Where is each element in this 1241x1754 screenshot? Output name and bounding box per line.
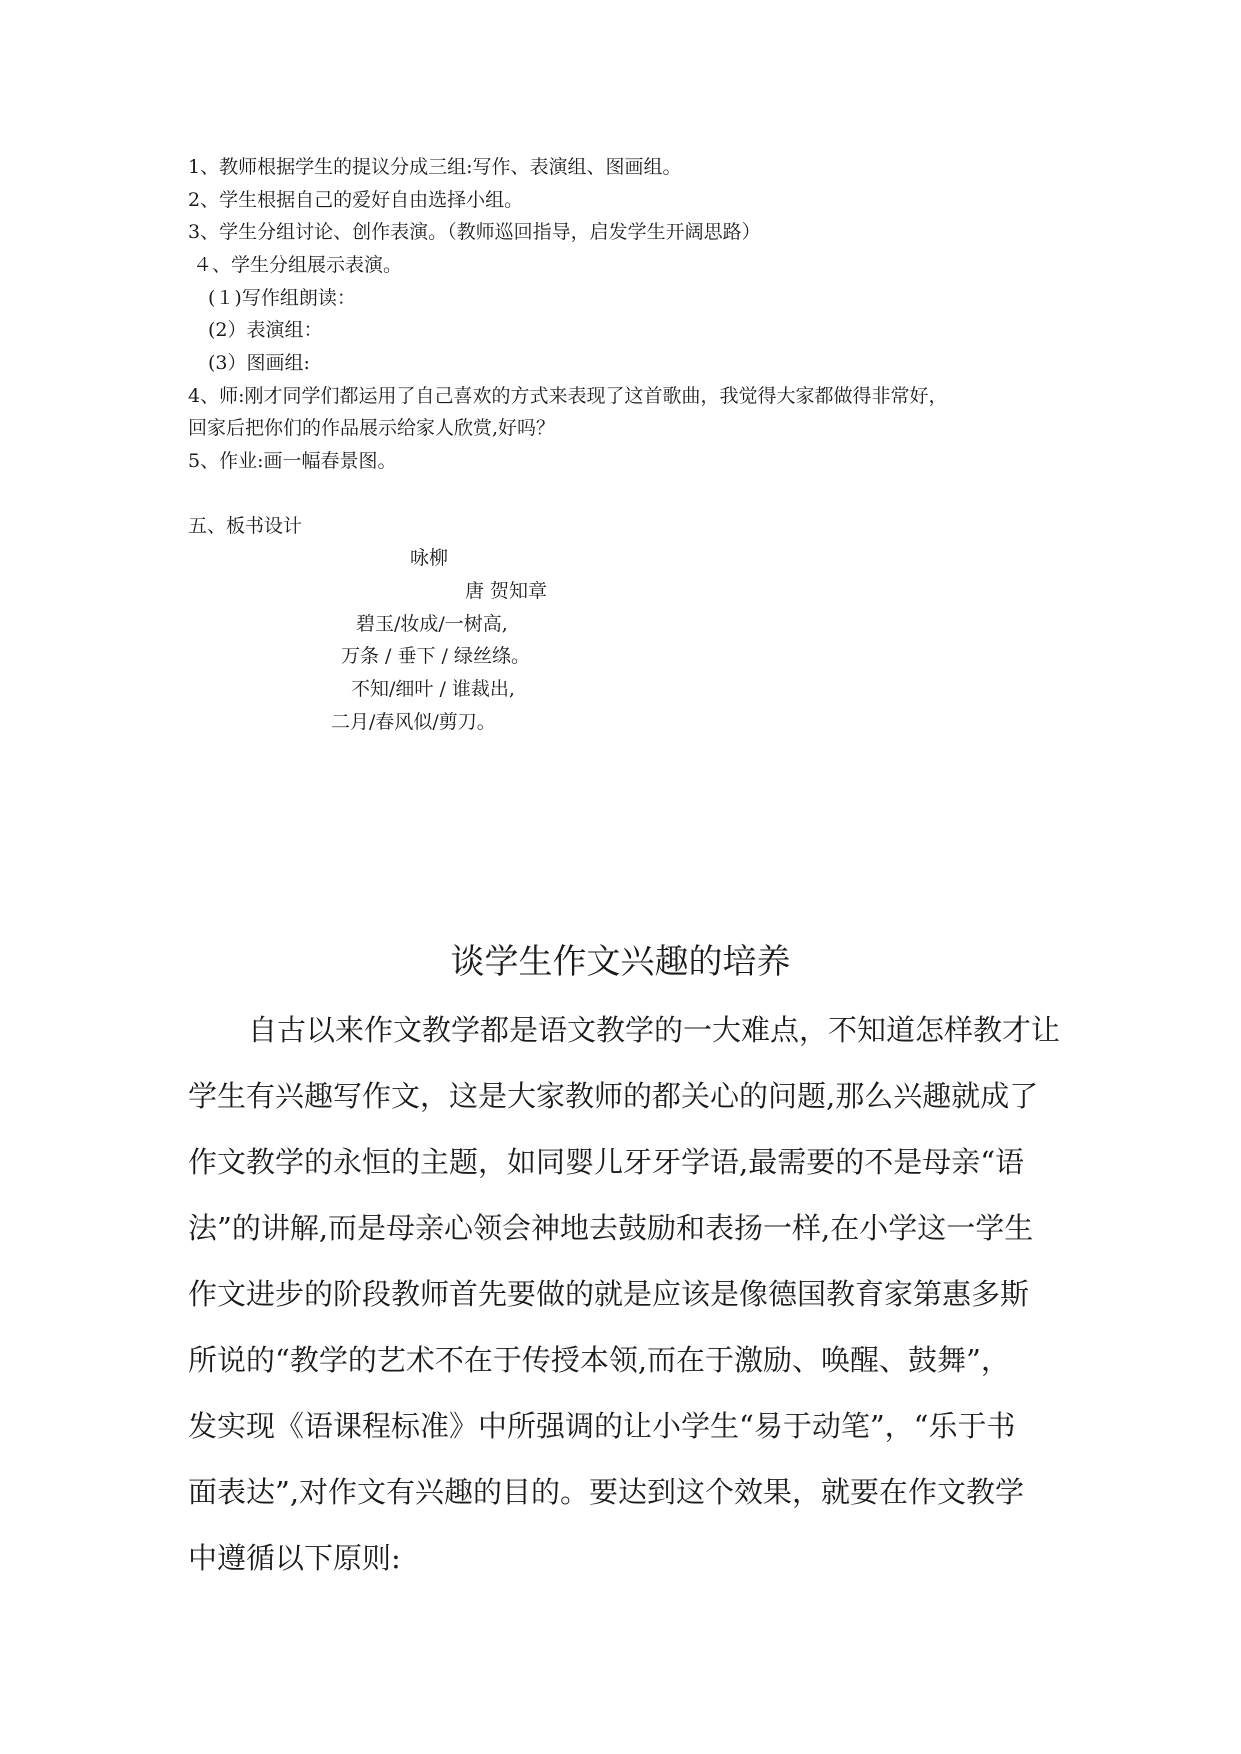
- essay-line: 发实现《语课程标准》中所强调的让小学生“易于动笔”，“乐于书: [188, 1409, 1016, 1443]
- essay-line: 学生有兴趣写作文，这是大家教师的都关心的问题,那么兴趣就成了: [188, 1079, 1039, 1113]
- poem-line: 不知/细叶 / 谁裁出,: [351, 678, 515, 700]
- poem-line: 碧玉/妆成/一树高,: [356, 613, 508, 635]
- essay-line: 作文教学的永恒的主题，如同婴儿牙牙学语,最需要的不是母亲“语: [188, 1145, 1025, 1179]
- step-line: ４、学生分组展示表演。: [193, 254, 403, 276]
- step-line: 2、学生根据自己的爱好自由选择小组。: [188, 189, 524, 211]
- poem-author: 唐 贺知章: [465, 580, 548, 602]
- step-line: 4、师:刚才同学们都运用了自己喜欢的方式来表现了这首歌曲，我觉得大家都做得非常好，: [188, 385, 948, 407]
- essay-line: 所说的“教学的艺术不在于传授本领,而在于激励、唤醒、鼓舞”，: [188, 1343, 1010, 1377]
- poem-line: 二月/春风似/剪刀。: [331, 711, 496, 733]
- essay-title: 谈学生作文兴趣的培养: [450, 942, 791, 982]
- step-line: 5、作业:画一幅春景图。: [188, 450, 397, 472]
- essay-line: 作文进步的阶段教师首先要做的就是应该是像德国教育家第惠多斯: [188, 1277, 1030, 1311]
- essay-line: 自古以来作文教学都是语文教学的一大难点，不知道怎样教才让: [248, 1013, 1061, 1047]
- section-heading: 五、板书设计: [188, 515, 303, 537]
- step-subitem: (3）图画组:: [208, 352, 310, 374]
- essay-line: 法”的讲解,而是母亲心领会神地去鼓励和表扬一样,在小学这一学生: [188, 1211, 1034, 1245]
- step-subitem: (2）表演组：: [208, 319, 323, 341]
- step-line: 1、教师根据学生的提议分成三组:写作、表演组、图画组。: [188, 156, 682, 178]
- poem-line: 万条 / 垂下 / 绿丝绦。: [341, 645, 530, 667]
- step-line: 回家后把你们的作品展示给家人欣赏,好吗？: [188, 417, 556, 439]
- poem-title: 咏柳: [410, 547, 449, 569]
- step-line: 3、学生分组讨论、创作表演。（教师巡回指导，启发学生开阔思路）: [188, 221, 761, 243]
- step-subitem: (１)写作组朗读：: [208, 287, 356, 309]
- essay-line: 面表达”,对作文有兴趣的目的。要达到这个效果，就要在作文教学: [188, 1475, 1025, 1509]
- essay-line: 中遵循以下原则:: [188, 1541, 401, 1575]
